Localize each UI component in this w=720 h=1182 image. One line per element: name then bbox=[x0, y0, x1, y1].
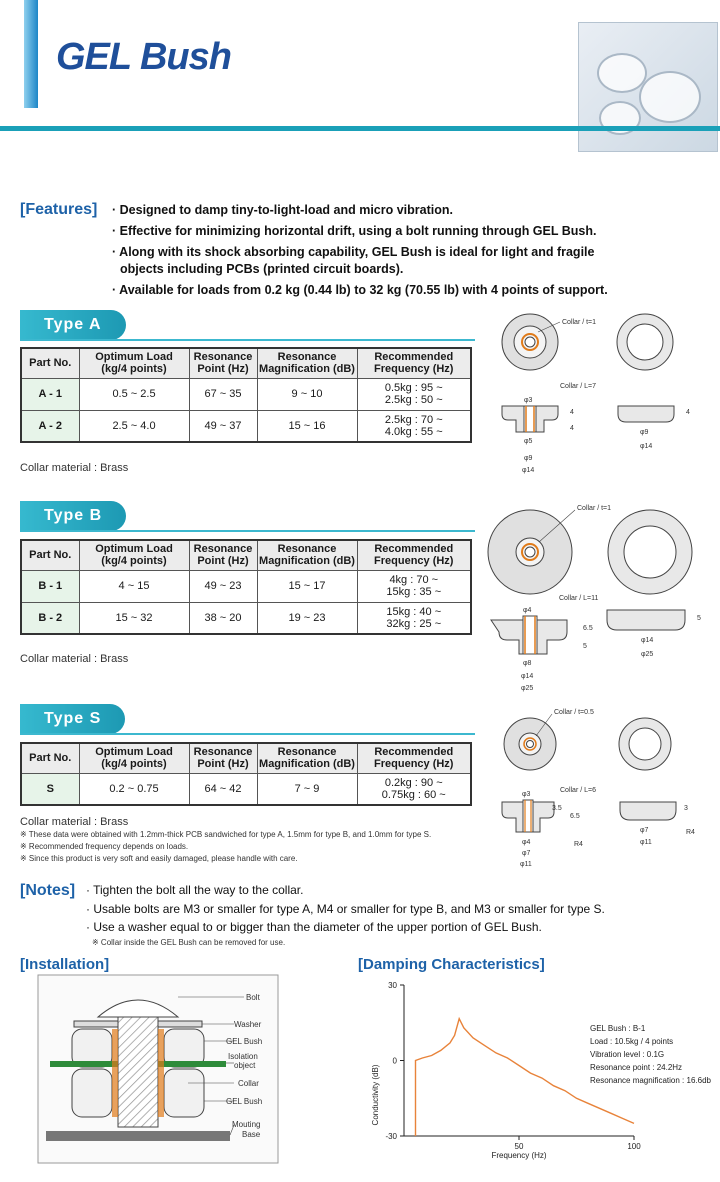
svg-text:Collar / t=0.5: Collar / t=0.5 bbox=[554, 709, 594, 716]
svg-text:φ9: φ9 bbox=[524, 455, 533, 462]
svg-text:Washer: Washer bbox=[234, 1020, 262, 1029]
cell-res: 38 ~ 20 bbox=[189, 602, 257, 634]
cell-res: 64 ~ 42 bbox=[189, 773, 257, 805]
y-tick-label: 0 bbox=[392, 1056, 397, 1066]
table-row bbox=[21, 773, 471, 805]
feature-item: · Designed to damp tiny-to-light-load and micro vibration. bbox=[112, 203, 453, 217]
footnote: ※ Recommended frequency depends on loads. bbox=[20, 842, 189, 851]
svg-text:φ9: φ9 bbox=[640, 429, 649, 436]
cell-mag: 15 ~ 17 bbox=[257, 570, 357, 602]
svg-text:φ7: φ7 bbox=[640, 827, 649, 834]
col-load: Optimum Load (kg/4 points) bbox=[79, 540, 189, 570]
type-a-collar: Collar material : Brass bbox=[20, 462, 129, 474]
col-freq: Recommended Frequency (Hz) bbox=[357, 540, 471, 570]
svg-text:φ11: φ11 bbox=[640, 839, 652, 846]
svg-text:3: 3 bbox=[684, 805, 688, 812]
svg-text:φ14: φ14 bbox=[641, 637, 654, 644]
svg-text:φ14: φ14 bbox=[521, 673, 534, 680]
col-part: Part No. bbox=[21, 743, 79, 773]
installation-diagram bbox=[38, 975, 278, 1165]
x-tick-label: 100 bbox=[627, 1142, 641, 1151]
svg-text:φ3: φ3 bbox=[524, 397, 533, 404]
legend-line: Resonance magnification : 16.6db bbox=[590, 1076, 711, 1085]
cell-part: A - 1 bbox=[21, 378, 79, 410]
cell-load: 4 ~ 15 bbox=[79, 570, 189, 602]
col-res: Resonance Point (Hz) bbox=[189, 743, 257, 773]
svg-text:φ5: φ5 bbox=[524, 438, 533, 445]
x-tick-label: 50 bbox=[514, 1142, 524, 1151]
col-mag: Resonance Magnification (dB) bbox=[257, 540, 357, 570]
type-b-label: Type B bbox=[20, 501, 126, 531]
svg-text:Mouting: Mouting bbox=[232, 1120, 261, 1129]
features-tag: [Features] bbox=[20, 201, 98, 218]
svg-text:φ14: φ14 bbox=[522, 467, 535, 474]
cell-part: A - 2 bbox=[21, 410, 79, 442]
svg-text:Bolt: Bolt bbox=[246, 993, 260, 1002]
cell-load: 0.5 ~ 2.5 bbox=[79, 378, 189, 410]
svg-text:Isolation: Isolation bbox=[228, 1052, 258, 1061]
svg-text:φ25: φ25 bbox=[521, 685, 534, 692]
svg-text:4: 4 bbox=[570, 425, 574, 432]
svg-text:4: 4 bbox=[686, 409, 690, 416]
svg-text:φ25: φ25 bbox=[641, 651, 654, 658]
cell-mag: 9 ~ 10 bbox=[257, 378, 357, 410]
svg-text:φ3: φ3 bbox=[522, 791, 531, 798]
type-a-drawing bbox=[490, 312, 715, 482]
cell-part: B - 2 bbox=[21, 602, 79, 634]
cell-freq: 0.5kg : 95 ~ 2.5kg : 50 ~ bbox=[357, 378, 471, 410]
feature-item: · Effective for minimizing horizontal drift, using a bolt running through GEL Bush. bbox=[112, 224, 597, 238]
type-a-table bbox=[20, 347, 472, 443]
col-part: Part No. bbox=[21, 540, 79, 570]
cell-freq: 2.5kg : 70 ~ 4.0kg : 55 ~ bbox=[357, 410, 471, 442]
col-part: Part No. bbox=[21, 348, 79, 378]
type-a-label: Type A bbox=[20, 310, 126, 340]
cell-res: 49 ~ 37 bbox=[189, 410, 257, 442]
svg-text:Collar: Collar bbox=[238, 1079, 259, 1088]
svg-text:φ4: φ4 bbox=[522, 839, 531, 846]
cell-freq: 0.2kg : 90 ~ 0.75kg : 60 ~ bbox=[357, 773, 471, 805]
note-item: · Usable bolts are M3 or smaller for type A, M4 or smaller for type B, and M3 or smaller for type S. bbox=[86, 902, 605, 916]
feature-item: · Available for loads from 0.2 kg (0.44 lb) to 32 kg (70.55 lb) with 4 points of support. bbox=[112, 283, 608, 297]
type-s-label: Type S bbox=[20, 704, 125, 734]
svg-text:Collar / L=11: Collar / L=11 bbox=[559, 595, 599, 602]
svg-text:5: 5 bbox=[583, 643, 587, 650]
cell-freq: 15kg : 40 ~ 32kg : 25 ~ bbox=[357, 602, 471, 634]
svg-text:object: object bbox=[234, 1061, 256, 1070]
type-a-rule bbox=[20, 339, 475, 341]
legend-line: Vibration level : 0.1G bbox=[590, 1050, 665, 1059]
page-title: GEL Bush bbox=[56, 36, 231, 78]
col-mag: Resonance Magnification (dB) bbox=[257, 348, 357, 378]
legend-line: Resonance point : 24.2Hz bbox=[590, 1063, 683, 1072]
cell-load: 2.5 ~ 4.0 bbox=[79, 410, 189, 442]
installation-tag: [Installation] bbox=[20, 956, 110, 973]
y-tick-label: -30 bbox=[385, 1132, 397, 1141]
svg-text:φ8: φ8 bbox=[523, 660, 532, 667]
type-b-drawing bbox=[485, 502, 717, 694]
svg-text:5: 5 bbox=[697, 615, 701, 622]
cell-res: 49 ~ 23 bbox=[189, 570, 257, 602]
svg-text:Collar / L=7: Collar / L=7 bbox=[560, 383, 596, 390]
legend-line: Load : 10.5kg / 4 points bbox=[590, 1037, 674, 1046]
note-item: · Use a washer equal to or bigger than the diameter of the upper portion of GEL Bush. bbox=[86, 920, 542, 934]
svg-text:Base: Base bbox=[242, 1130, 261, 1139]
note-item: · Tighten the bolt all the way to the collar. bbox=[86, 883, 304, 897]
svg-text:GEL Bush: GEL Bush bbox=[226, 1037, 263, 1046]
product-photo bbox=[578, 22, 718, 152]
chart-xlabel: Frequency (Hz) bbox=[491, 1151, 547, 1160]
header-accent-bar bbox=[24, 0, 38, 108]
col-res: Resonance Point (Hz) bbox=[189, 540, 257, 570]
damping-chart bbox=[356, 975, 711, 1170]
svg-text:φ14: φ14 bbox=[640, 443, 653, 450]
type-b-rule bbox=[20, 530, 475, 532]
cell-load: 0.2 ~ 0.75 bbox=[79, 773, 189, 805]
cell-freq: 4kg : 70 ~ 15kg : 35 ~ bbox=[357, 570, 471, 602]
footnote: ※ Since this product is very soft and easily damaged, please handle with care. bbox=[20, 854, 298, 863]
feature-item: objects including PCBs (printed circuit boards). bbox=[120, 262, 404, 276]
svg-text:R4: R4 bbox=[686, 829, 695, 836]
footnote: ※ These data were obtained with 1.2mm-thick PCB sandwiched for type A, 1.5mm for type B, and 1.0mm for type S. bbox=[20, 830, 432, 839]
table-row bbox=[21, 410, 471, 442]
chart-ylabel: Conductivity (dB) bbox=[371, 1064, 380, 1126]
table-row bbox=[21, 602, 471, 634]
svg-text:R4: R4 bbox=[574, 841, 583, 848]
col-freq: Recommended Frequency (Hz) bbox=[357, 348, 471, 378]
svg-text:GEL Bush: GEL Bush bbox=[226, 1097, 263, 1106]
svg-text:φ11: φ11 bbox=[520, 861, 532, 868]
note-small: ※ Collar inside the GEL Bush can be removed for use. bbox=[92, 938, 286, 947]
type-b-table bbox=[20, 539, 472, 635]
cell-mag: 7 ~ 9 bbox=[257, 773, 357, 805]
cell-res: 67 ~ 35 bbox=[189, 378, 257, 410]
col-mag: Resonance Magnification (dB) bbox=[257, 743, 357, 773]
svg-text:φ4: φ4 bbox=[523, 607, 532, 614]
table-row bbox=[21, 570, 471, 602]
svg-text:Collar / L=6: Collar / L=6 bbox=[560, 787, 596, 794]
damping-tag: [Damping Characteristics] bbox=[358, 956, 545, 973]
type-b-collar: Collar material : Brass bbox=[20, 653, 129, 665]
cell-part: S bbox=[21, 773, 79, 805]
svg-text:6.5: 6.5 bbox=[570, 813, 580, 820]
type-s-collar: Collar material : Brass bbox=[20, 816, 129, 828]
cell-part: B - 1 bbox=[21, 570, 79, 602]
col-load: Optimum Load (kg/4 points) bbox=[79, 743, 189, 773]
svg-text:6.5: 6.5 bbox=[583, 625, 593, 632]
type-s-drawing bbox=[490, 704, 715, 874]
svg-text:4: 4 bbox=[570, 409, 574, 416]
cell-mag: 15 ~ 16 bbox=[257, 410, 357, 442]
cell-load: 15 ~ 32 bbox=[79, 602, 189, 634]
type-s-rule bbox=[20, 733, 475, 735]
feature-item: · Along with its shock absorbing capability, GEL Bush is ideal for light and fragile bbox=[112, 245, 595, 259]
cell-mag: 19 ~ 23 bbox=[257, 602, 357, 634]
type-s-table bbox=[20, 742, 472, 806]
col-res: Resonance Point (Hz) bbox=[189, 348, 257, 378]
svg-text:φ7: φ7 bbox=[522, 850, 531, 857]
col-freq: Recommended Frequency (Hz) bbox=[357, 743, 471, 773]
col-load: Optimum Load (kg/4 points) bbox=[79, 348, 189, 378]
legend-line: GEL Bush : B-1 bbox=[590, 1024, 646, 1033]
svg-text:Collar / t=1: Collar / t=1 bbox=[577, 505, 612, 512]
svg-text:Collar / t=1: Collar / t=1 bbox=[562, 319, 597, 326]
notes-tag: [Notes] bbox=[20, 882, 76, 899]
y-tick-label: 30 bbox=[388, 981, 397, 990]
table-row bbox=[21, 378, 471, 410]
svg-text:3.5: 3.5 bbox=[552, 805, 562, 812]
header-divider bbox=[0, 126, 720, 131]
